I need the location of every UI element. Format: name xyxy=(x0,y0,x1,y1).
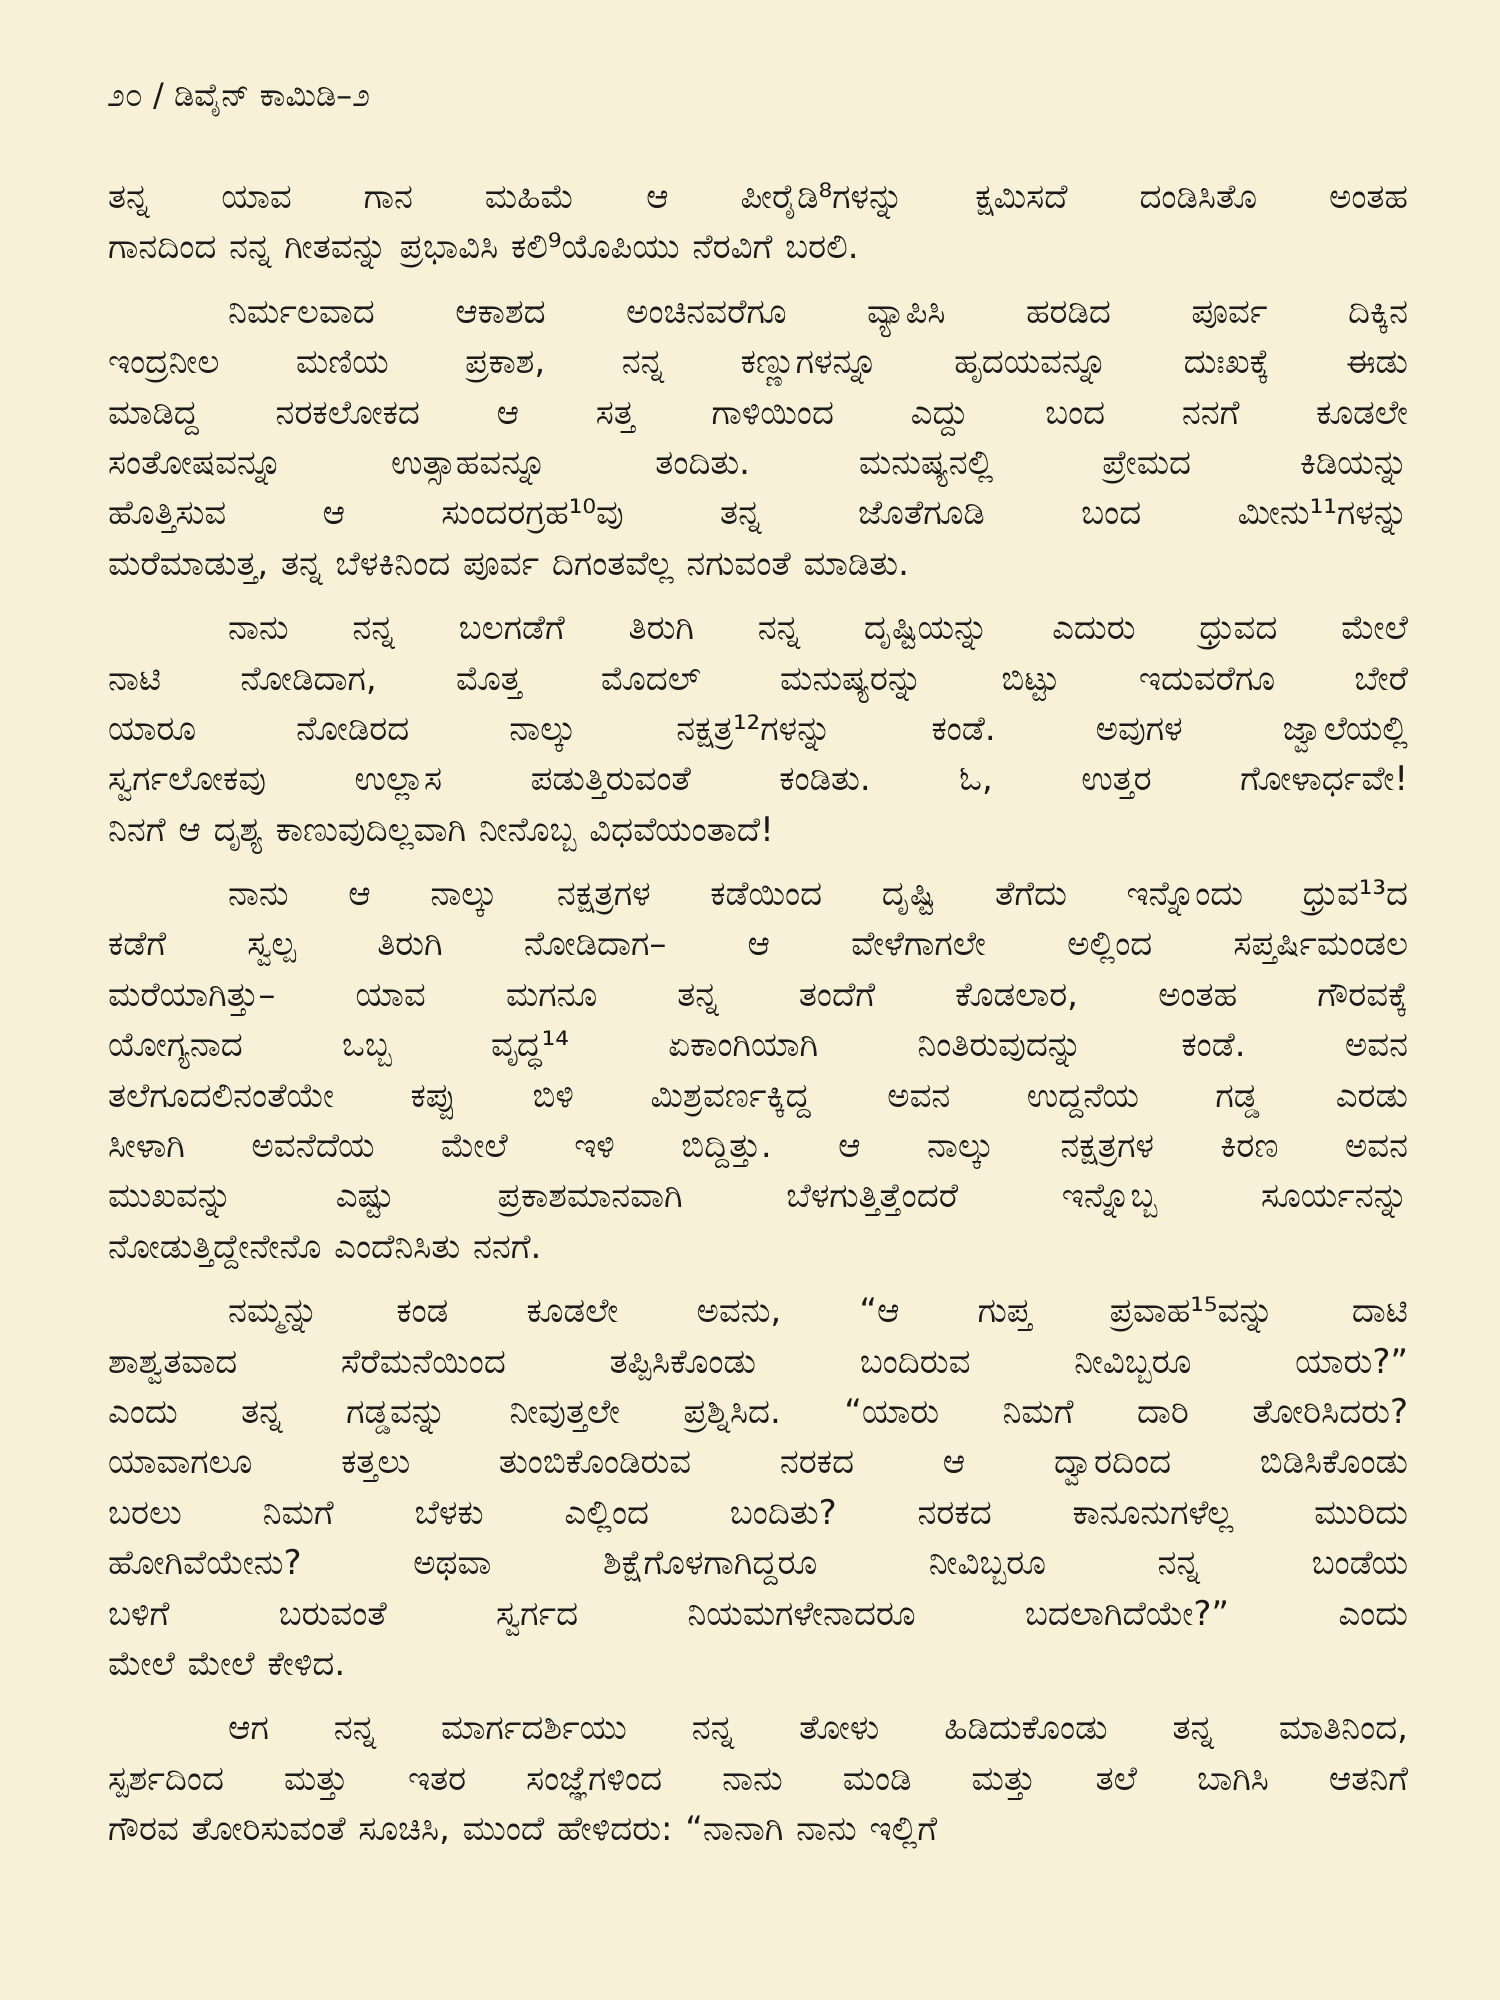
text-line: ಯೋಗ್ಯನಾದ ಒಬ್ಬ ವೃದ್ಧ¹⁴ ಏಕಾಂಗಿಯಾಗಿ ನಿಂತಿರುವುದನ್ನು ಕಂಡೆ. ಅವನ xyxy=(108,1025,1408,1066)
text-line: ತಲೆಗೂದಲಿನಂತೆಯೇ ಕಪ್ಪು ಬಿಳಿ ಮಿಶ್ರವರ್ಣಕ್ಕಿದ್ದ ಅವನ ಉದ್ದನೆಯ ಗಡ್ಡ ಎರಡು xyxy=(108,1075,1408,1116)
text-line: ತನ್ನ ಯಾವ ಗಾನ ಮಹಿಮೆ ಆ ಪೀರೈಡಿ⁸ಗಳನ್ನು ಕ್ಷಮಿಸದೆ ದಂಡಿಸಿತೊ ಅಂತಹ xyxy=(108,177,1408,217)
paragraph xyxy=(108,172,1408,273)
text-line: ಮಾಡಿದ್ದ ನರಕಲೋಕದ ಆ ಸತ್ತ ಗಾಳಿಯಿಂದ ಎದ್ದು ಬಂದ ನನಗೆ ಕೂಡಲೇ xyxy=(108,392,1408,433)
paragraph xyxy=(108,1703,1408,1854)
text-line: ಬಳಿಗೆ ಬರುವಂತೆ ಸ್ವರ್ಗದ ನಿಯಮಗಳೇನಾದರೂ ಬದಲಾಗಿದೆಯೇ?” ಎಂದು xyxy=(108,1593,1408,1634)
text-line: ಮರೆಮಾಡುತ್ತ, ತನ್ನ ಬೆಳಕಿನಿಂದ ಪೂರ್ವ ದಿಗಂತವೆಲ್ಲ ನಗುವಂತೆ ಮಾಡಿತು. xyxy=(108,543,909,584)
text-line: ನೋಡುತ್ತಿದ್ದೇನೇನೊ ಎಂದೆನಿಸಿತು ನನಗೆ. xyxy=(108,1226,542,1267)
text-line: ಕಡೆಗೆ ಸ್ವಲ್ಪ ತಿರುಗಿ ನೋಡಿದಾಗ– ಆ ವೇಳೆಗಾಗಲೇ ಅಲ್ಲಿಂದ ಸಪ್ತರ್ಷಿಮಂಡಲ xyxy=(108,924,1408,965)
paragraph-gap xyxy=(108,855,1408,869)
running-head: ೨೦ / ಡಿವೈನ್ ಕಾಮಿಡಿ–೨ xyxy=(107,76,371,114)
paragraph-gap xyxy=(108,1272,1408,1286)
text-line: ನಾಟಿ ನೋಡಿದಾಗ, ಮೊತ್ತ ಮೊದಲ್ ಮನುಷ್ಯರನ್ನು ಬಿಟ್ಟು ಇದುವರೆಗೂ ಬೇರೆ xyxy=(108,658,1408,699)
text-line: ಗೌರವ ತೋರಿಸುವಂತೆ ಸೂಚಿಸಿ, ಮುಂದೆ ಹೇಳಿದರು: “ನಾನಾಗಿ ನಾನು ಇಲ್ಲಿಗೆ xyxy=(108,1809,938,1850)
text-line: ಹೊತ್ತಿಸುವ ಆ ಸುಂದರಗ್ರಹ¹⁰ವು ತನ್ನ ಜೊತೆಗೂಡಿ ಬಂದ ಮೀನು¹¹ಗಳನ್ನು xyxy=(108,493,1408,534)
paragraph xyxy=(108,287,1408,589)
text-line: ಸಂತೋಷವನ್ನೂ ಉತ್ಸಾಹವನ್ನೂ ತಂದಿತು. ಮನುಷ್ಯನಲ್ಲಿ ಪ್ರೇಮದ ಕಿಡಿಯನ್ನು xyxy=(108,442,1408,483)
text-line: ಗಾನದಿಂದ ನನ್ನ ಗೀತವನ್ನು ಪ್ರಭಾವಿಸಿ ಕಲಿ⁹ಯೊಪಿಯು ನೆರವಿಗೆ ಬರಲಿ. xyxy=(108,227,859,268)
text-line: ಮೇಲೆ ಮೇಲೆ ಕೇಳಿದ. xyxy=(108,1643,346,1684)
text-line: ಸ್ವರ್ಗಲೋಕವು ಉಲ್ಲಾಸ ಪಡುತ್ತಿರುವಂತೆ ಕಂಡಿತು. ಓ, ಉತ್ತರ ಗೋಳಾರ್ಧವೇ! xyxy=(108,759,1408,800)
text-line: ಸೀಳಾಗಿ ಅವನೆದೆಯ ಮೇಲೆ ಇಳಿ ಬಿದ್ದಿತ್ತು. ಆ ನಾಲ್ಕು ನಕ್ಷತ್ರಗಳ ಕಿರಣ ಅವನ xyxy=(108,1126,1408,1167)
text-line: ನಿರ್ಮಲವಾದ ಆಕಾಶದ ಅಂಚಿನವರೆಗೂ ವ್ಯಾಪಿಸಿ ಹರಡಿದ ಪೂರ್ವ ದಿಕ್ಕಿನ xyxy=(228,291,1408,332)
text-line: ಯಾವಾಗಲೂ ಕತ್ತಲು ತುಂಬಿಕೊಂಡಿರುವ ನರಕದ ಆ ದ್ವಾರದಿಂದ ಬಿಡಿಸಿಕೊಂಡು xyxy=(108,1442,1408,1483)
paragraph-gap xyxy=(108,1689,1408,1703)
text-line: ಎಂದು ತನ್ನ ಗಡ್ಡವನ್ನು ನೀವುತ್ತಲೇ ಪ್ರಶ್ನಿಸಿದ. “ಯಾರು ನಿಮಗೆ ದಾರಿ ತೋರಿಸಿದರು? xyxy=(108,1391,1408,1432)
text-line: ನಾನು ನನ್ನ ಬಲಗಡೆಗೆ ತಿರುಗಿ ನನ್ನ ದೃಷ್ಟಿಯನ್ನು ಎದುರು ಧ್ರುವದ ಮೇಲೆ xyxy=(228,608,1408,649)
text-line: ನಾನು ಆ ನಾಲ್ಕು ನಕ್ಷತ್ರಗಳ ಕಡೆಯಿಂದ ದೃಷ್ಟಿ ತೆಗೆದು ಇನ್ನೊಂದು ಧ್ರುವ¹³ದ xyxy=(228,874,1408,915)
paragraph xyxy=(108,869,1408,1272)
paragraph-gap xyxy=(108,589,1408,603)
text-line: ಮರೆಯಾಗಿತ್ತು– ಯಾವ ಮಗನೂ ತನ್ನ ತಂದೆಗೆ ಕೊಡಲಾರ, ಅಂತಹ ಗೌರವಕ್ಕೆ xyxy=(108,974,1408,1015)
paragraph xyxy=(108,603,1408,855)
text-line: ಶಾಶ್ವತವಾದ ಸೆರೆಮನೆಯಿಂದ ತಪ್ಪಿಸಿಕೊಂಡು ಬಂದಿರುವ ನೀವಿಬ್ಬರೂ ಯಾರು?” xyxy=(108,1341,1408,1382)
paragraph-gap xyxy=(108,273,1408,287)
text-line: ನಮ್ಮನ್ನು ಕಂಡ ಕೂಡಲೇ ಅವನು, “ಆ ಗುಪ್ತ ಪ್ರವಾಹ¹⁵ವನ್ನು ದಾಟಿ xyxy=(228,1291,1408,1332)
text-line: ಬರಲು ನಿಮಗೆ ಬೆಳಕು ಎಲ್ಲಿಂದ ಬಂದಿತು? ನರಕದ ಕಾನೂನುಗಳೆಲ್ಲ ಮುರಿದು xyxy=(108,1492,1408,1533)
text-line: ಯಾರೂ ನೋಡಿರದ ನಾಲ್ಕು ನಕ್ಷತ್ರ¹²ಗಳನ್ನು ಕಂಡೆ. ಅವುಗಳ ಜ್ವಾಲೆಯಲ್ಲಿ xyxy=(108,708,1408,749)
paragraph xyxy=(108,1286,1408,1689)
text-line: ಸ್ಪರ್ಶದಿಂದ ಮತ್ತು ಇತರ ಸಂಜ್ಞೆಗಳಿಂದ ನಾನು ಮಂಡಿ ಮತ್ತು ತಲೆ ಬಾಗಿಸಿ ಆತನಿಗೆ xyxy=(108,1758,1408,1799)
text-line: ಆಗ ನನ್ನ ಮಾರ್ಗದರ್ಶಿಯು ನನ್ನ ತೋಳು ಹಿಡಿದುಕೊಂಡು ತನ್ನ ಮಾತಿನಿಂದ, xyxy=(228,1708,1408,1749)
text-line: ನಿನಗೆ ಆ ದೃಶ್ಯ ಕಾಣುವುದಿಲ್ಲವಾಗಿ ನೀನೊಬ್ಬ ವಿಧವೆಯಂತಾದೆ! xyxy=(108,809,774,850)
text-line: ಇಂದ್ರನೀಲ ಮಣಿಯ ಪ್ರಕಾಶ, ನನ್ನ ಕಣ್ಣುಗಳನ್ನೂ ಹೃದಯವನ್ನೂ ದುಃಖಕ್ಕೆ ಈಡು xyxy=(108,342,1408,383)
text-line: ಹೋಗಿವೆಯೇನು? ಅಥವಾ ಶಿಕ್ಷೆಗೊಳಗಾಗಿದ್ದರೂ ನೀವಿಬ್ಬರೂ ನನ್ನ ಬಂಡೆಯ xyxy=(108,1543,1408,1584)
body-text xyxy=(108,172,1408,1855)
text-line: ಮುಖವನ್ನು ಎಷ್ಟು ಪ್ರಕಾಶಮಾನವಾಗಿ ಬೆಳಗುತ್ತಿತ್ತೆಂದರೆ ಇನ್ನೊಬ್ಬ ಸೂರ್ಯನನ್ನು xyxy=(108,1176,1408,1217)
